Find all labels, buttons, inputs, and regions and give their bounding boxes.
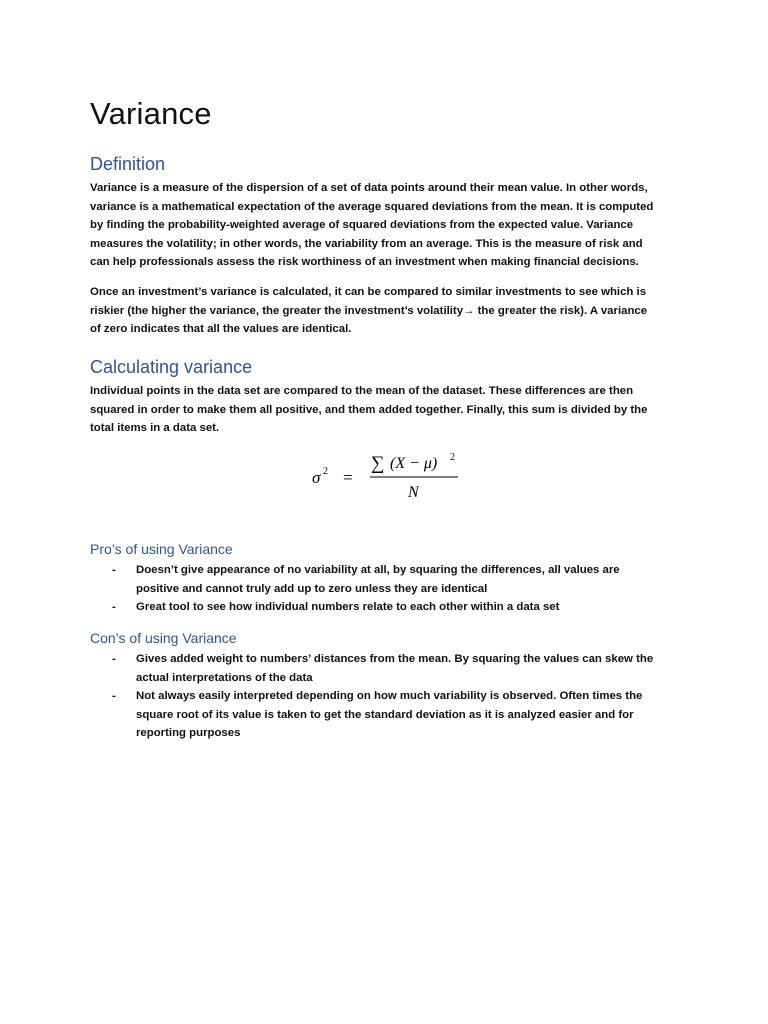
bullet-marker: - xyxy=(112,690,116,703)
text-line: Gives added weight to numbers’ distances from the mean. By squaring the values can skew the xyxy=(136,653,654,665)
text-line: riskier (the higher the variance, the greater the investment’s volatility→ the greater the risk). A variance xyxy=(90,304,648,317)
formula-sigma: σ xyxy=(312,468,321,487)
definition-heading: Definition xyxy=(90,154,166,174)
text-line: Individual points in the data set are compared to the mean of the dataset. These differences are then xyxy=(90,385,634,397)
cons-list xyxy=(90,650,680,743)
text-line: total items in a data set. xyxy=(90,422,220,435)
list-item xyxy=(90,598,680,617)
calculating-heading: Calculating variance xyxy=(90,357,253,377)
text-line: Great tool to see how individual numbers relate to each other within a data set xyxy=(136,601,560,614)
formula-sum-symbol: ∑ xyxy=(371,453,385,474)
text-line: squared in order to make them all positive, and them added together. Finally, this sum is divided by the xyxy=(90,403,648,416)
text-line: Doesn’t give appearance of no variability at all, by squaring the differences, all values are xyxy=(136,564,620,576)
bullet-marker: - xyxy=(112,564,116,576)
text-line: of zero indicates that all the values are identical. xyxy=(90,323,352,336)
formula-equals: = xyxy=(343,468,353,487)
pros-heading: Pro’s of using Variance xyxy=(90,541,233,557)
text-line: can help professionals assess the risk worthiness of an investment when making financial decisions. xyxy=(90,256,639,269)
text-line: Variance is a measure of the dispersion of a set of data points around their mean value. In other words, xyxy=(90,182,648,194)
formula-sigma-exponent: 2 xyxy=(323,466,328,477)
formula-denominator: N xyxy=(408,484,419,501)
list-item xyxy=(90,687,680,743)
formula-numerator-exponent: 2 xyxy=(450,452,455,463)
text-line: measures the volatility; in other words, the variability from an average. This is the measure of risk and xyxy=(90,237,643,250)
text-line: positive and cannot truly add up to zero unless they are identical xyxy=(136,582,488,595)
formula-svg xyxy=(300,446,480,506)
list-item xyxy=(90,561,680,598)
text-line: Once an investment’s variance is calculated, it can be compared to similar investments to see which is xyxy=(90,286,647,298)
bullet-marker: - xyxy=(112,601,116,614)
pros-list xyxy=(90,561,680,617)
text-line: reporting purposes xyxy=(136,727,241,740)
cons-heading: Con’s of using Variance xyxy=(90,630,237,646)
list-item xyxy=(90,650,680,687)
text-line: Not always easily interpreted depending on how much variability is observed. Often times the xyxy=(136,690,643,703)
calculating-paragraph xyxy=(90,382,680,438)
text-line: actual interpretations of the data xyxy=(136,671,313,684)
definition-paragraph-2 xyxy=(90,283,680,339)
definition-paragraph-1 xyxy=(90,179,680,272)
document-title: Variance xyxy=(90,96,212,131)
variance-formula xyxy=(300,446,480,506)
text-line: variance is a mathematical expectation of the average squared deviations from the mean. It is computed xyxy=(90,200,654,213)
text-line: square root of its value is taken to get the standard deviation as it is analyzed easier and for xyxy=(136,708,634,721)
text-line: by finding the probability-weighted average of squared deviations from the expected value. Variance xyxy=(90,219,634,232)
formula-numerator: (X − μ) xyxy=(390,455,438,472)
bullet-marker: - xyxy=(112,653,116,665)
